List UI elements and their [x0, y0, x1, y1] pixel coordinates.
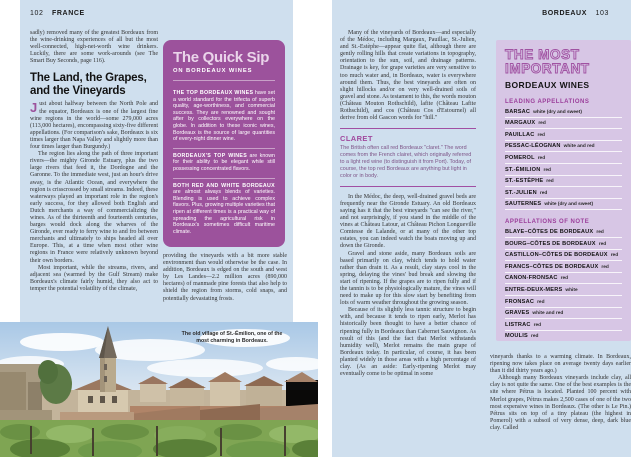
appellation-row — [505, 250, 622, 262]
appellation-row — [505, 226, 622, 238]
appellation-name: FRANCS–CÔTES DE BORDEAUX — [505, 263, 599, 270]
appellation-type: white and red — [563, 144, 595, 150]
left-page-section: FRANCE — [52, 10, 85, 17]
appellation-row — [505, 296, 622, 308]
appellation-name: MARGAUX — [505, 120, 536, 127]
appellation-type: white (dry and sweet) — [533, 109, 582, 115]
appellation-row — [505, 129, 622, 141]
dropcap-paragraph: Just about halfway between the North Pole and the equator, Bordeaux is one of the largest fine wine regions in the world—some 279,000 acres (113,000 hectares), encompassing sixty-five different appellations. (For comparison's sake, Bordeaux is six times larger than Napa Valley and slightly more than four times larger than Burgundy.) — [30, 100, 158, 151]
appellation-name: MOULIS — [505, 333, 528, 340]
quick-sip-callout — [163, 40, 285, 247]
appellation-row — [505, 164, 622, 176]
right-column-paragraphs — [340, 194, 476, 378]
photo-caption: The old village of St.-Émilion, one of the most charming in Bordeaux. — [181, 331, 283, 344]
appellation-type: red — [601, 264, 609, 270]
appellations-of-note-list — [505, 226, 622, 341]
vineyard-foreground — [0, 420, 318, 457]
appellation-name: SAUTERNES — [505, 201, 542, 208]
appellation-row — [505, 273, 622, 285]
appellation-row — [505, 319, 622, 331]
appellation-type: red — [537, 155, 546, 161]
appellation-type: red — [610, 253, 619, 259]
right-page-number: 103 — [595, 10, 609, 17]
appellation-name: BLAYE–CÔTES DE BORDEAUX — [505, 228, 594, 235]
claret-callout — [340, 128, 476, 187]
body-paragraph: vineyards thanks to a warming climate. In Bordeaux, ripening now takes place on average twenty days earlier than it did thirty years ago.) — [490, 354, 631, 375]
appellation-name: POMEROL — [505, 154, 535, 161]
appellation-row — [505, 187, 622, 199]
right-page-section: BORDEAUX — [542, 10, 587, 17]
left-page-folio — [30, 10, 85, 17]
appellation-type: white — [565, 287, 578, 293]
appellation-row — [505, 331, 622, 341]
left-page-number: 102 — [30, 10, 44, 17]
left-page-column-1 — [30, 30, 158, 293]
appellation-type: red — [533, 322, 542, 328]
appellation-row — [505, 118, 622, 130]
quick-sip-subtitle: ON BORDEAUX WINES — [173, 68, 275, 81]
appellation-type: red — [596, 229, 604, 235]
appellation-type: red — [546, 179, 554, 185]
appellation-type: red — [560, 276, 569, 282]
appellation-row — [505, 176, 622, 188]
appellation-name: GRAVES — [505, 310, 530, 317]
appellation-type: red — [537, 299, 545, 305]
appellation-type: red — [530, 334, 539, 340]
appellation-type: red — [598, 241, 607, 247]
appellation-type: red — [543, 167, 551, 173]
body-paragraph: In the Médoc, the deep, well-drained gravel beds are frequently near the Gironde Estuary. An old Bordeaux saying has it that the best vineyards "can see the river," and not surprisingly, if you stand in the middle of the vines at Château Latour, at Château Pichon Longueville Comtesse de Lalande, or at many of the other top estates, you can indeed watch the boats moving up and down the Gironde. — [340, 193, 476, 250]
appellation-name: FRONSAC — [505, 298, 535, 305]
body-paragraph: The region lies along the path of three important rivers—the mighty Gironde Estuary, plus the two large rivers that feed it, the Dordogne and the Garonne. To the immediate west, just an hour's drive away, is the Atlantic Ocean, and everywhere the region is crisscrossed by small streams. Indeed, these waterways played an important role in the region's early success, for they allowed both English and Dutch merchants a way of commercializing the wines. As of the thirteenth and fourteenth centuries, barges would dock along the wharves of the Gironde, ever ready to ferry wine to and fro between merchants and ultimately to ships headed all over Europe. This, at a time when most other wine regions in France were relatively unknown beyond their own borders. — [30, 151, 158, 264]
right-page-column-1 — [340, 30, 476, 378]
appellation-name: ST.-JULIEN — [505, 189, 537, 196]
quick-sip-item: BORDEAUX'S TOP WINES are known for their ability to be elegant while still possessing concentrated flavors. — [173, 148, 275, 173]
appellation-type: red — [537, 132, 545, 138]
appellation-name: BARSAC — [505, 108, 531, 115]
appellation-row — [505, 141, 622, 153]
appellation-name: ENTRE-DEUX-MERS — [505, 286, 563, 293]
leading-appellations-heading: LEADING APPELLATIONS — [505, 99, 590, 105]
quick-sip-items — [173, 86, 275, 235]
appellation-row — [505, 152, 622, 164]
left-column-paragraphs — [30, 151, 158, 293]
appellation-row — [505, 261, 622, 273]
sidebar-title-outline: THE MOST IMPORTANT — [505, 47, 590, 76]
continuation-paragraph: providing the vineyards with a bit more stable environment than would otherwise be the case. In addition, Bordeaux is edged on the south and west by Les Landes—2.2 million acres (890,000 hectares) of manmade pine forests that also help to shield the region from storms, cold snaps, and potentially devastating frosts. — [163, 253, 287, 302]
important-wines-sidebar — [496, 40, 631, 341]
appellation-type: white and red — [532, 311, 564, 317]
right-page-column-2 — [490, 354, 631, 432]
appellation-name: ST.-ÉMILION — [505, 166, 541, 173]
claret-text: The British often call red Bordeaux "claret." The word comes from the French clairet, which originally referred to a light red wine (to distinguish it from Port). Today, of course, the top red Bordeaux are anything but light in color or in body. — [340, 145, 472, 179]
claret-heading: CLARET — [340, 134, 373, 144]
appellation-row — [505, 106, 622, 118]
appellation-name: CASTILLON–CÔTES DE BORDEAUX — [505, 252, 608, 259]
appellation-row — [505, 308, 622, 320]
left-page-column-2 — [163, 253, 287, 303]
appellation-name: CANON-FRONSAC — [505, 275, 558, 282]
right-intro-paragraph: Many of the vineyards of Bordeaux—and especially of the Médoc, including Margaux, Pauillac, St.-Julien, and St.-Estèphe—appear quite flat, although there are gently rolling hills that create variations in topography, orientation to the sun, soil, and drainage patterns. Drainage is key, for grape varieties are very sensitive to too much water and, in Bordeaux, water is everywhere around them. Thus, the best vineyards are often on slight hillocks and/or on very well-drained soils of gravel and stone. As testament to this, the words mouton (Château Mouton Rothschild), lafite (Château Lafite Rothschild), and cos (Château Cos d'Estournel) all derive from old Gascon words for "hill." — [340, 30, 476, 122]
right-page-folio — [542, 10, 609, 17]
appellation-name: ST.-ESTÈPHE — [505, 178, 544, 185]
appellation-name: LISTRAC — [505, 321, 531, 328]
intro-paragraph: sadly) removed many of the greatest Bordeaux from the wine-drinking experiences of all but the most well-connected, high-net-worth wine drinkers. Luckily, there are some work-arounds (see The Smart Buy Seconds, page 116). — [30, 30, 158, 65]
right-column2-paragraphs — [490, 354, 631, 432]
quick-sip-title: The Quick Sip — [173, 49, 270, 66]
appellation-name: BOURG–CÔTES DE BORDEAUX — [505, 240, 596, 247]
appellations-of-note-heading: APPELLATIONS OF NOTE — [505, 219, 590, 226]
body-paragraph: Although many Bordeaux vineyards include clay, all clay is not quite the same. One of the best examples is the site where Pétrus is located. Planted 100 percent with Merlot grapes, Pétrus makes 2,500 cases of one of the two most expensive wines in Bordeaux. (The other is Le Pin.) Pétrus sits on top of a tiny plateau (the highest in Pomerol) with a subsoil of very dense, deep, dark blue clay. Called — [490, 375, 631, 431]
dropcap-letter: J — [30, 100, 38, 116]
appellation-name: PESSAC-LÉOGNAN — [505, 143, 561, 150]
quick-sip-item: BOTH RED AND WHITE BORDEAUX are almost always blends of varieties. Blending is used to achieve complex flavors. Plus, growing multiple varieties that ripen at different times is a practical way of spreading the agricultural risk in Bordeaux's sometimes difficult maritime climate. — [173, 178, 275, 236]
sidebar-title: BORDEAUX WINES — [505, 80, 590, 90]
appellation-row — [505, 284, 622, 296]
appellation-row — [505, 238, 622, 250]
body-paragraph: Because of its slightly less tannic structure to begin with, and because it tends to ripen early, Merlot has historically been thought to have a better chance of ripening fully in Bordeaux than Cabernet Sauvignon. As result of this (and the fact that Merlot withstands humidity well), Merlot remains the main grape of Bordeaux today. In particular, of course, it has been planted widely in those areas with a high percentage of clay. (As an aside: Early-ripening Merlot may eventually come to be optimal in some — [340, 307, 476, 378]
leading-appellations-list — [505, 106, 622, 210]
section-heading: The Land, the Grapes, and the Vineyards — [30, 72, 147, 97]
body-paragraph: Most important, while the streams, rivers, and adjacent sea (warmed by the Gulf Stream) make Bordeaux's climate fairly humid, they also act to temper the potential volatility of the climate, — [30, 264, 158, 292]
appellation-row — [505, 199, 622, 211]
appellation-name: PAUILLAC — [505, 131, 535, 138]
body-paragraph: Gravel and stone aside, many Bordeaux soils are based primarily on clay, which tends to hold water rather than drain it. As a result, clay stays cool in the spring, delaying the vines' bud break and slowing the start of ripening. If the grapes are to ripen fully and if the tannin is to be physiologically mature, the vines will need to make up for this slow start by benefiting from lots of warm weather throughout the growing season. — [340, 250, 476, 307]
appellation-type: red — [538, 121, 546, 127]
quick-sip-item: THE TOP BORDEAUX WINES have set a world standard for the trifecta of superb quality, age-worthiness, and commercial success. They are renowned and sought after by collectors everywhere on the globe. In addition to these iconic wines, Bordeaux is the source of large quantities of every-night dinner wine. — [173, 90, 275, 143]
appellation-type: red — [539, 190, 548, 196]
appellation-type: white (dry and sweet) — [544, 202, 594, 208]
